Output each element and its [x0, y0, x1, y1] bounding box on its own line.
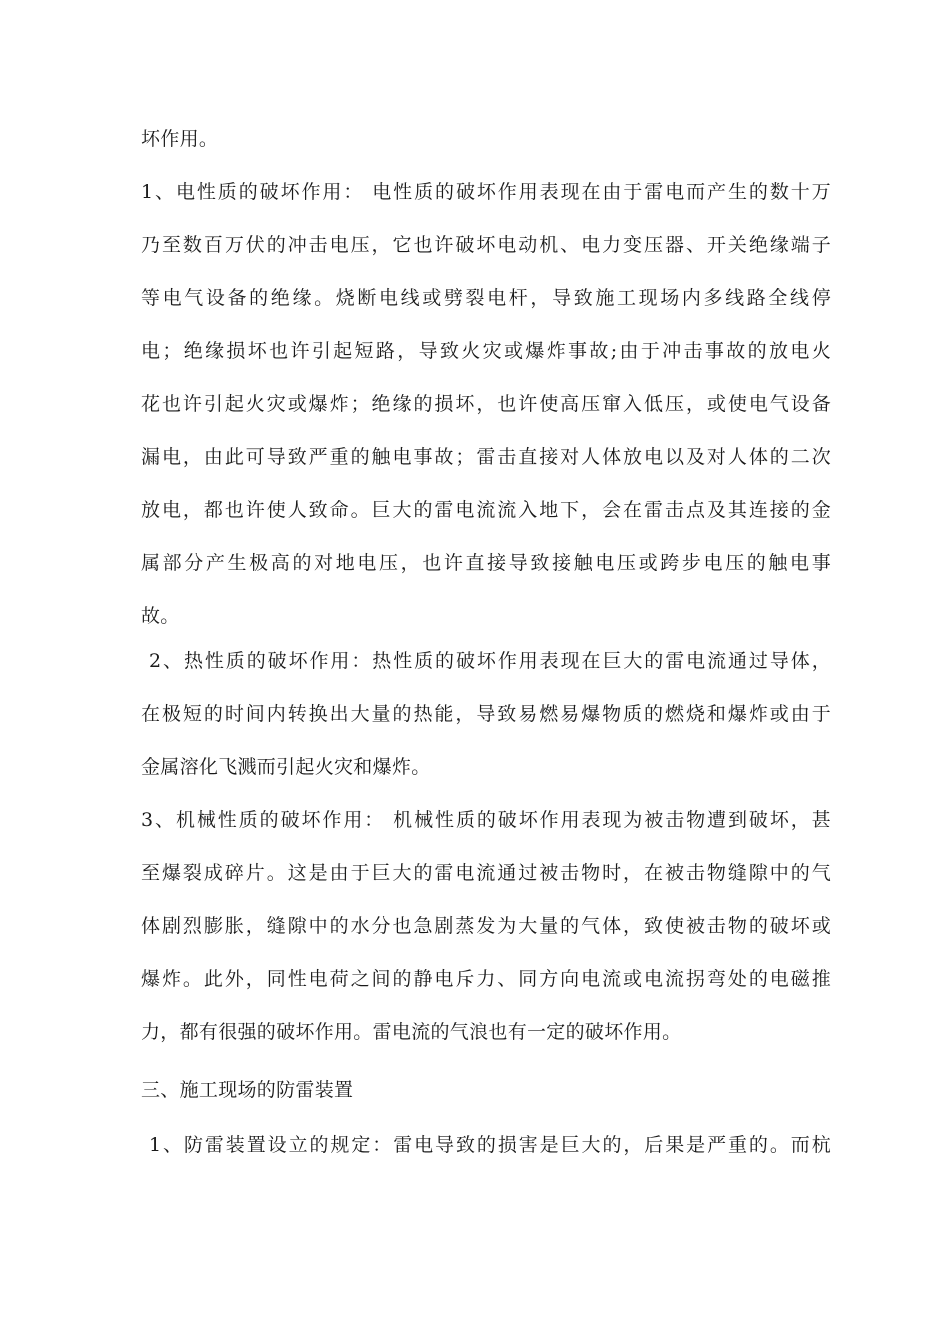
- text-line: 至爆裂成碎片。这是由于巨大的雷电流通过被击物时，在被击物缝隙中的气: [141, 862, 831, 884]
- text-line: 坏作用。: [141, 128, 219, 150]
- text-line: 放电，都也许使人致命。巨大的雷电流流入地下，会在雷击点及其连接的金: [141, 499, 831, 521]
- text-line: 花也许引起火灾或爆炸；绝缘的损坏，也许使高压窜入低压，或使电气设备: [141, 393, 831, 415]
- text-line: 3、机械性质的破坏作用： 机械性质的破坏作用表现为被击物遭到破坏，甚: [141, 809, 831, 831]
- text-line: 在极短的时间内转换出大量的热能，导致易燃易爆物质的燃烧和爆炸或由于: [141, 703, 831, 725]
- text-line: 故。: [141, 605, 180, 627]
- text-line: 等电气设备的绝缘。烧断电线或劈裂电杆，导致施工现场内多线路全线停: [141, 287, 831, 309]
- text-line: 漏电，由此可导致严重的触电事故；雷击直接对人体放电以及对人体的二次: [141, 446, 831, 468]
- text-line: 属部分产生极高的对地电压，也许直接导致接触电压或跨步电压的触电事: [141, 552, 831, 574]
- text-line: 1、防雷装置设立的规定：雷电导致的损害是巨大的，后果是严重的。而杭: [149, 1134, 831, 1156]
- text-line: 体剧烈膨胀，缝隙中的水分也急剧蒸发为大量的气体，致使被击物的破坏或: [141, 915, 831, 937]
- section-heading: 三、施工现场的防雷装置: [141, 1079, 354, 1101]
- text-line: 电；绝缘损坏也许引起短路，导致火灾或爆炸事故;由于冲击事故的放电火: [141, 340, 831, 362]
- text-line: 爆炸。此外，同性电荷之间的静电斥力、同方向电流或电流拐弯处的电磁推: [141, 968, 831, 990]
- text-line: 1、电性质的破坏作用： 电性质的破坏作用表现在由于雷电而产生的数十万: [141, 181, 831, 203]
- text-line: 金属溶化飞溅而引起火灾和爆炸。: [141, 756, 431, 778]
- text-line: 2、热性质的破坏作用：热性质的破坏作用表现在巨大的雷电流通过导体，: [149, 650, 831, 672]
- text-line: 乃至数百万伏的冲击电压，它也许破坏电动机、电力变压器、开关绝缘端子: [141, 234, 831, 256]
- text-line: 力，都有很强的破坏作用。雷电流的气浪也有一定的破坏作用。: [141, 1021, 682, 1043]
